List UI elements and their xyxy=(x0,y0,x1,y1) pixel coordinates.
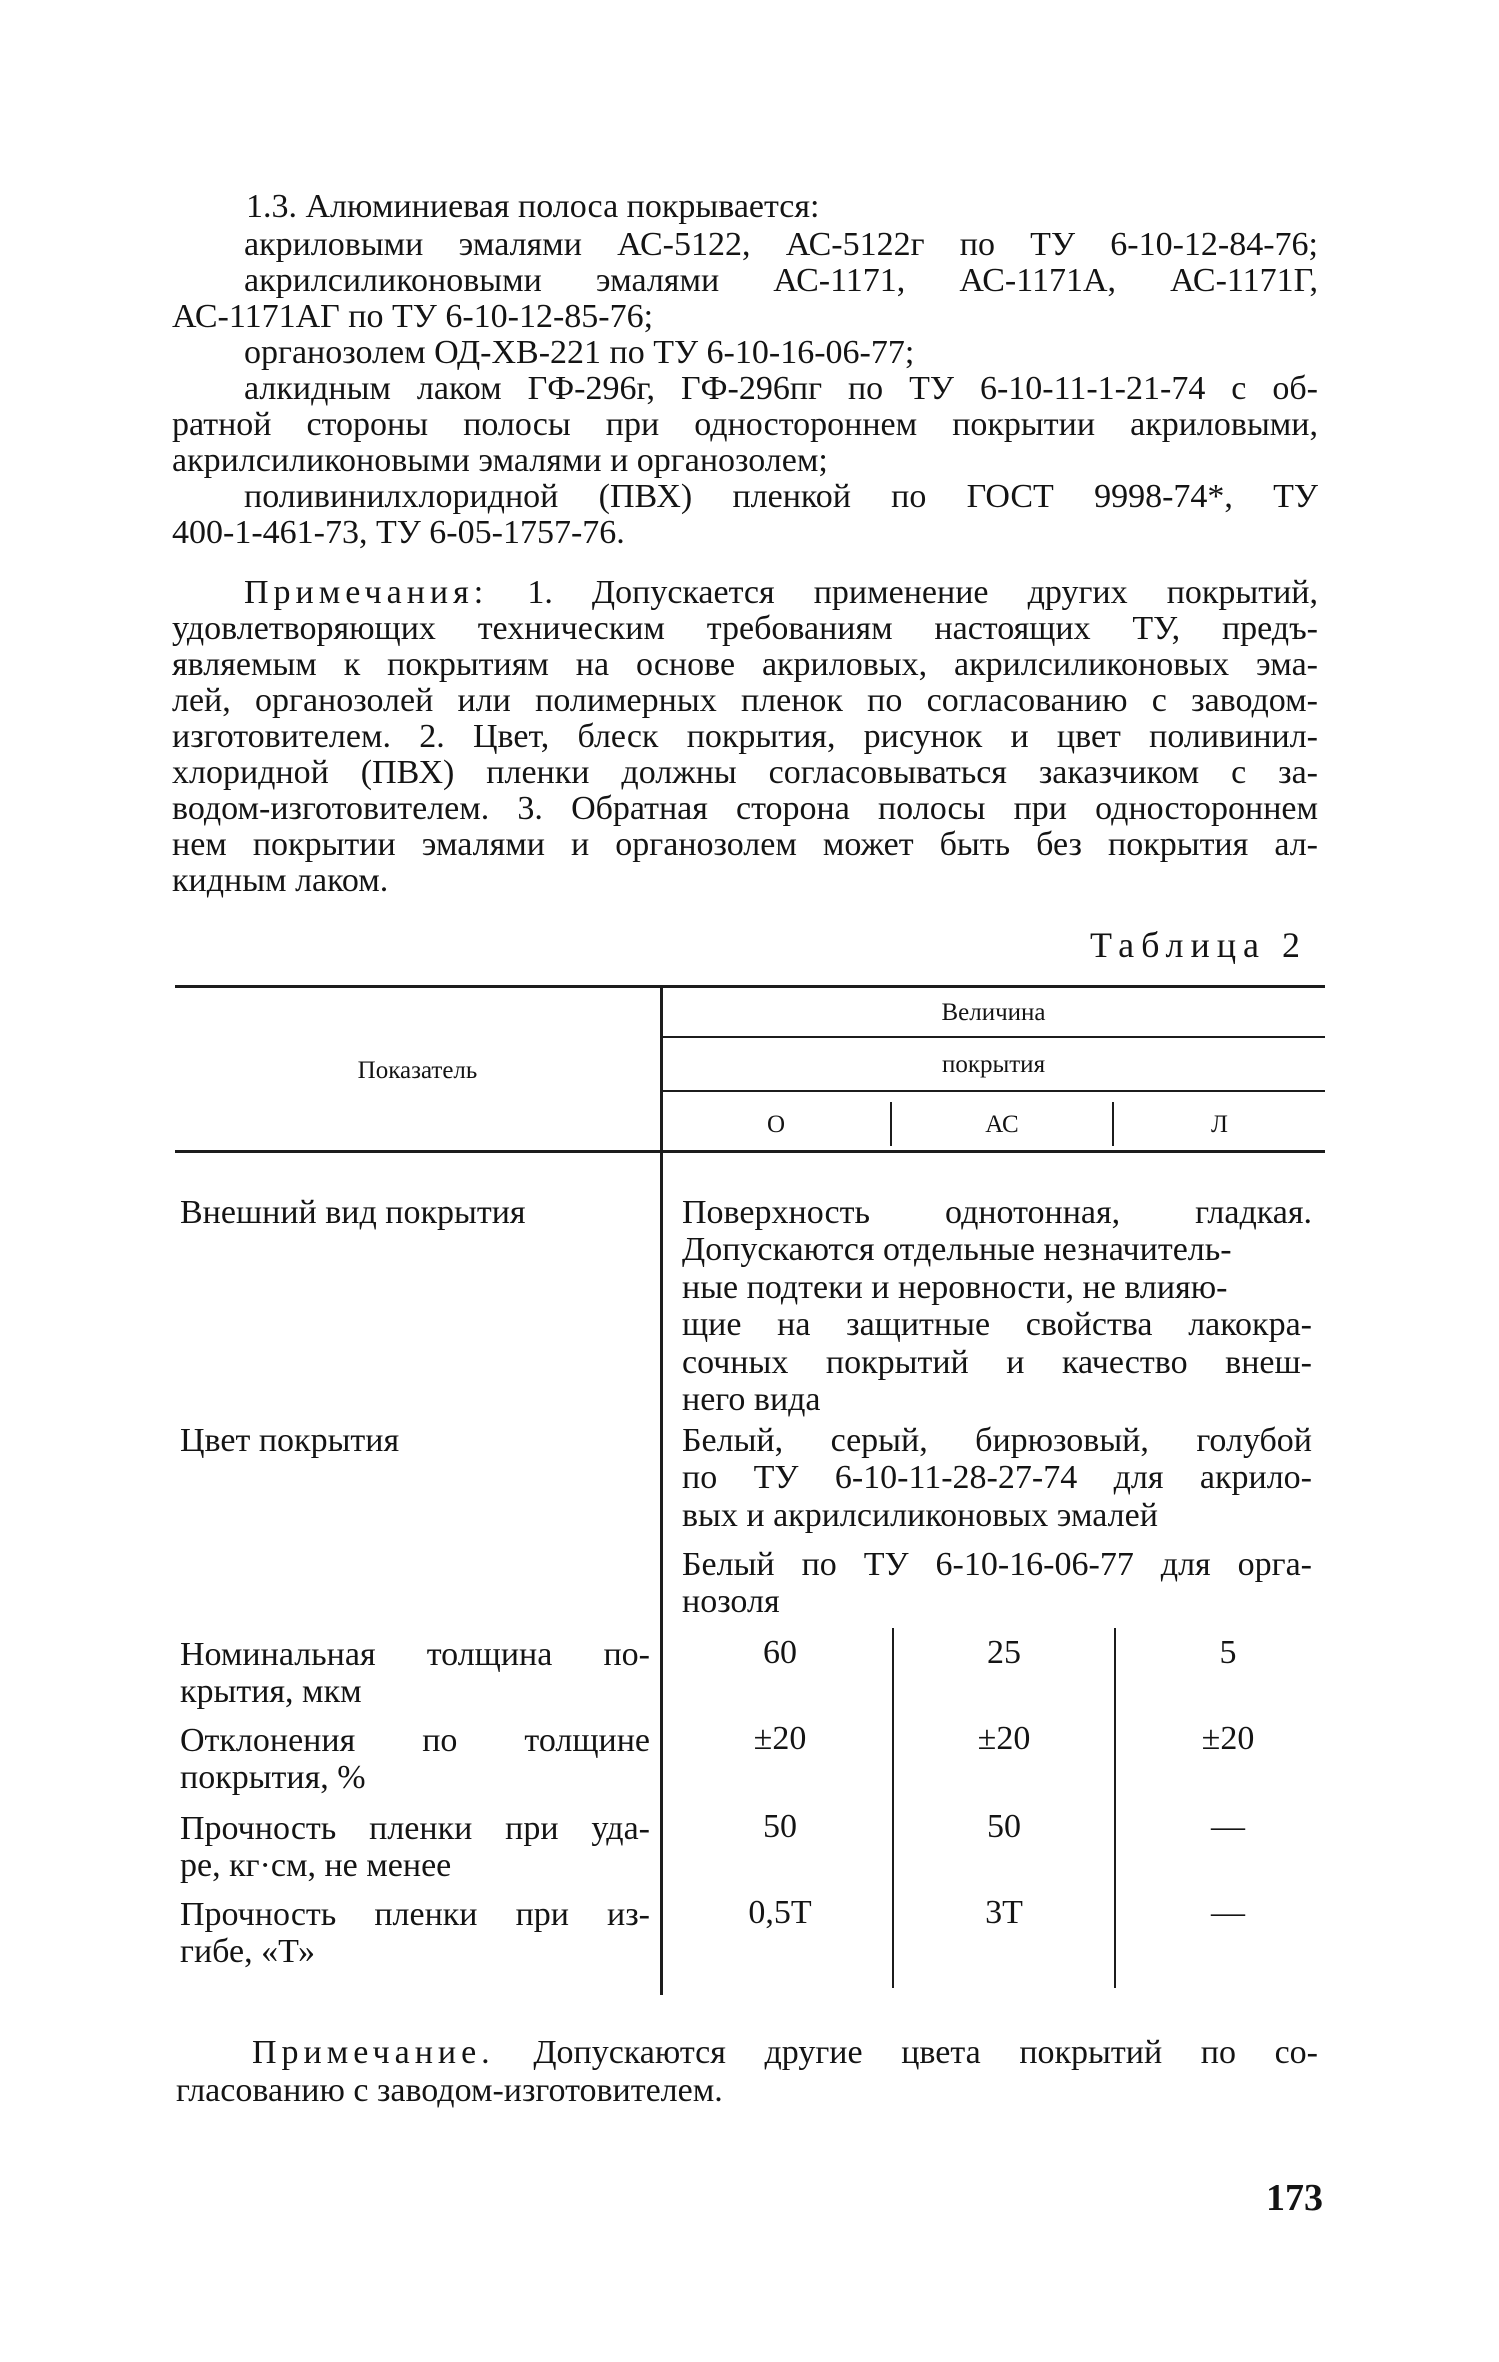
header-indicator: Показатель xyxy=(357,1057,478,1084)
value-o: 0,5Т xyxy=(748,1894,812,1931)
page-number: 173 xyxy=(1266,2177,1323,2219)
notes-line: кидным лаком. xyxy=(172,862,389,899)
section-line: поливинилхлоридной (ПВХ) пленкой по ГОСТ 9998-74*, ТУ xyxy=(244,478,1318,515)
table-row-name: Прочность пленки при из- гибе, «Т» xyxy=(180,1896,650,1971)
value-o: 50 xyxy=(763,1808,797,1845)
notes-line: изготовителем. 2. Цвет, блеск покрытия, рисунок и цвет поливинил- xyxy=(172,718,1318,755)
section-line: органозолем ОД-ХВ-221 по ТУ 6-10-16-06-77; xyxy=(244,334,915,371)
section-line: акрилсиликоновыми эмалями АС-1171, АС-1171А, АС-1171Г, xyxy=(244,262,1318,299)
table-header-rule xyxy=(662,1036,1325,1038)
header-value: Величина xyxy=(941,999,1046,1026)
notes-label: Примечания: xyxy=(244,574,489,611)
header-column-o: О xyxy=(766,1111,786,1138)
notes-line: хлоридной (ПВХ) пленки должны согласовываться заказчиком с за- xyxy=(172,754,1318,791)
table-caption: Таблица 2 xyxy=(1090,925,1307,965)
section-line: алкидным лаком ГФ-296г, ГФ-296пг по ТУ 6-10-11-1-21-74 с об- xyxy=(244,370,1318,407)
table-row-name: Отклонения по толщине покрытия, % xyxy=(180,1722,650,1797)
header-column-as: АС xyxy=(985,1111,1019,1138)
footnote-label: Примечание. xyxy=(252,2034,495,2071)
table-row-text: Поверхность однотонная, гладкая. Допускаются отдельные незначитель- ные подтеки и неровности, не влияю- щие на защитные свойства лакокра- сочных покрытий и качество внеш- него вида xyxy=(682,1194,1312,1418)
table-row-text: Белый, серый, бирюзовый, голубой по ТУ 6-10-11-28-27-74 для акрило- вых и акрилсиликоновых эмалей xyxy=(682,1422,1312,1534)
table-value-divider xyxy=(1114,1628,1116,1988)
value-l: — xyxy=(1211,1894,1245,1931)
header-coating: покрытия xyxy=(941,1051,1046,1078)
table-top-rule xyxy=(175,985,1325,988)
notes-line: 1. Допускается применение других покрытий, xyxy=(527,574,1319,611)
table-value-divider xyxy=(892,1628,894,1988)
table-row-text: Белый по ТУ 6-10-16-06-77 для орга- нозоля xyxy=(682,1546,1312,1621)
table-header-bottom-rule xyxy=(175,1150,1325,1153)
table-row-name: Внешний вид покрытия xyxy=(180,1194,526,1231)
section-line: АС-1171АГ по ТУ 6-10-12-85-76; xyxy=(172,298,654,335)
table-row-name: Цвет покрытия xyxy=(180,1422,400,1459)
value-o: ±20 xyxy=(753,1720,807,1757)
value-l: — xyxy=(1211,1808,1245,1845)
table-row-name: Номинальная толщина по- крытия, мкм xyxy=(180,1636,650,1711)
notes-line: являемым к покрытиям на основе акриловых, акрилсиликоновых эма- xyxy=(172,646,1318,683)
notes-line: лей, органозолей или полимерных пленок по согласованию с заводом- xyxy=(172,682,1318,719)
notes-line: водом-изготовителем. 3. Обратная сторона полосы при одностороннем xyxy=(172,790,1318,827)
section-line: 400-1-461-73, ТУ 6-05-1757-76. xyxy=(172,514,625,551)
table-row-name: Прочность пленки при уда- ре, кг·см, не менее xyxy=(180,1810,650,1885)
section-line: акриловыми эмалями АС-5122, АС-5122г по ТУ 6-10-12-84-76; xyxy=(244,226,1318,263)
value-l: 5 xyxy=(1219,1634,1237,1671)
footnote-line: Примечание. Допускаются другие цвета покрытий по со- xyxy=(252,2034,1319,2071)
value-as: ±20 xyxy=(977,1720,1031,1757)
section-line: акрилсиликоновыми эмалями и органозолем; xyxy=(172,442,828,479)
notes-line: удовлетворяющих техническим требованиям настоящих ТУ, предъ- xyxy=(172,610,1318,647)
value-as: 50 xyxy=(987,1808,1021,1845)
value-as: 25 xyxy=(987,1634,1021,1671)
value-o: 60 xyxy=(763,1634,797,1671)
value-l: ±20 xyxy=(1201,1720,1255,1757)
section-heading: 1.3. Алюминиевая полоса покрывается: xyxy=(246,188,820,225)
notes-first-line xyxy=(244,576,1318,610)
header-column-l: Л xyxy=(1211,1111,1228,1138)
notes-line: нем покрытии эмалями и органозолем может быть без покрытия ал- xyxy=(172,826,1318,863)
section-line: ратной стороны полосы при одностороннем покрытии акриловыми, xyxy=(172,406,1318,443)
table-header-rule xyxy=(662,1090,1325,1092)
value-as: 3Т xyxy=(985,1894,1023,1931)
footnote-line: гласованию с заводом-изготовителем. xyxy=(176,2072,723,2109)
